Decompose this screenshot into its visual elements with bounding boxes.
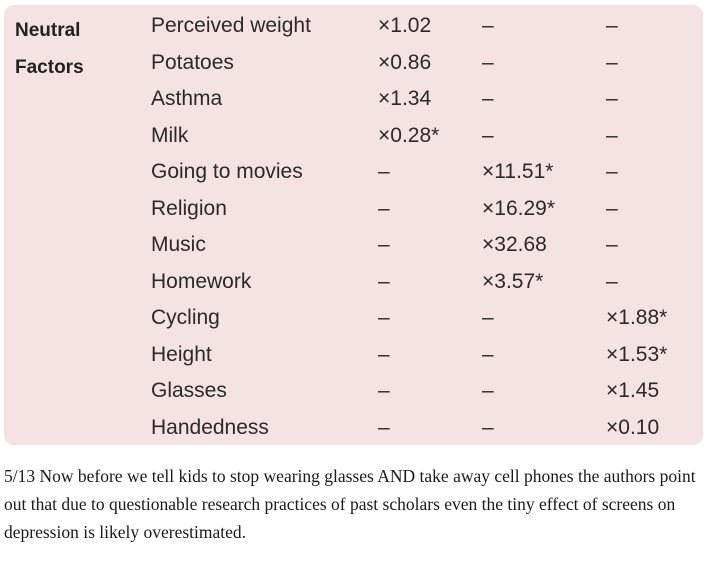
factor-value-col1: –: [378, 160, 390, 183]
factor-name: Height: [151, 342, 212, 366]
factor-value-col2: –: [482, 87, 494, 110]
factor-name: Homework: [151, 269, 252, 293]
factor-value-col1: –: [378, 306, 390, 329]
factor-name: Perceived weight: [151, 14, 311, 37]
factor-value-col3: –: [606, 14, 618, 37]
factor-value-col1: ×1.02: [378, 14, 432, 37]
factor-value-col2: –: [482, 50, 494, 74]
caption-text: 5/13 Now before we tell kids to stop wearing glasses AND take away cell phones the authors point out that due to questionable research practices of past scholars even the tiny effect of screens on depression is likely overestimated.: [4, 466, 696, 542]
factor-value-col1: –: [378, 233, 390, 256]
factor-value-col2: –: [482, 342, 494, 366]
section-label-line-1: Neutral: [15, 20, 81, 41]
factor-value-col1: –: [378, 415, 390, 439]
factor-value-col3: –: [606, 269, 618, 293]
factor-name: Asthma: [151, 87, 223, 110]
factor-value-col2: ×16.29*: [482, 196, 555, 220]
table-row: [4, 264, 703, 301]
factor-value-col1: ×0.86: [378, 50, 432, 74]
table-row: [4, 191, 703, 228]
section-label-line-2: Factors: [15, 56, 84, 78]
factor-value-col2: –: [482, 123, 494, 147]
factor-value-col1: –: [378, 269, 390, 293]
factor-value-col1: –: [378, 196, 390, 220]
table-row: [4, 154, 703, 191]
table-row: [4, 300, 703, 337]
table-row: [4, 45, 703, 82]
table-row: [4, 118, 703, 155]
factor-value-col3: –: [606, 123, 618, 147]
factor-value-col3: ×1.88*: [606, 306, 668, 329]
factor-value-col3: –: [606, 160, 618, 183]
factor-value-col1: –: [378, 342, 390, 366]
factor-value-col2: –: [482, 415, 494, 439]
table-row: [4, 81, 703, 118]
factor-value-col3: –: [606, 196, 618, 220]
table-row: [4, 410, 703, 447]
factor-name: Cycling: [151, 306, 220, 329]
factor-name: Handedness: [151, 415, 269, 439]
factor-value-col3: –: [606, 233, 618, 256]
factor-value-col1: –: [378, 379, 390, 402]
table-row: [4, 8, 703, 45]
table-row: [4, 337, 703, 374]
factor-value-col3: –: [606, 87, 618, 110]
factor-name: Religion: [151, 196, 227, 220]
table-row: [4, 373, 703, 410]
factor-value-col3: ×1.45: [606, 379, 660, 402]
factor-value-col2: –: [482, 14, 494, 37]
factor-name: Potatoes: [151, 50, 234, 74]
factor-value-col2: –: [482, 306, 494, 329]
factor-value-col3: ×1.53*: [606, 342, 668, 366]
factor-name: Milk: [151, 123, 189, 147]
factor-value-col2: ×3.57*: [482, 269, 544, 293]
factor-value-col3: –: [606, 50, 618, 74]
factor-value-col1: ×0.28*: [378, 123, 440, 147]
factor-value-col2: ×32.68: [482, 233, 547, 256]
factor-name: Going to movies: [151, 160, 303, 183]
factor-name: Music: [151, 233, 206, 256]
table-row: [4, 227, 703, 264]
factor-value-col3: ×0.10: [606, 415, 660, 439]
table-panel: [4, 5, 703, 445]
factor-value-col1: ×1.34: [378, 87, 432, 110]
factor-value-col2: –: [482, 379, 494, 402]
factor-value-col2: ×11.51*: [482, 160, 554, 183]
factor-name: Glasses: [151, 379, 227, 402]
